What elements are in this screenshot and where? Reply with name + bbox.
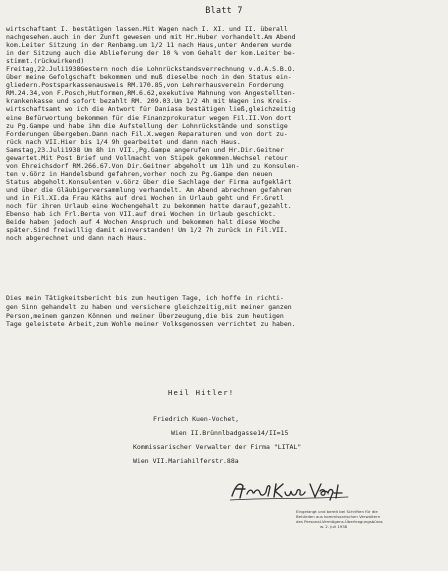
text-line: Tage geleistete Arbeit,zum Wohle meiner Volksgenossen verrichtet zu haben. [6,320,296,329]
company-address: Wien VII.Mariahilferstr.88a [133,457,239,465]
text-line: RM.24.34,von F.Posch,Hutformen,RM.6.62,exekutive Mahnung von Angestellten- [6,89,296,98]
text-line: stimmt.(rückwirkend) [6,57,85,66]
text-line: von Ehreichsdorf RM.266.67.Von Dir.Geitner abgeholt um 11h und zu Konsulen- [6,161,300,170]
text-line: Person,meinem ganzen Können und meiner Überzeugung,die bis zum heutigen [6,311,284,320]
text-line: Ebenso hab ich Frl.Berta von VII.auf drei Wochen in Urlaub geschickt. [6,210,277,219]
text-line: Beide haben jedoch auf 4 Wochen Anspruch und bekommen halt diese Woche [6,218,280,227]
stamp-date: w. 2. Juli 1938 [320,524,348,530]
text-line: noch abgerechnet und dann nach Haus. [6,234,147,243]
signer-address: Wien II.Brünnlbadgasse14/II=15 [171,429,289,437]
text-line: zu Pg.Gampe und habe ihm die Aufstellung der Lohnrückstände und sonstige [6,121,288,130]
text-line: kom.Leiter Sitzung in der Renbamg.um 1/2 11 nach Haus,unter Anderem wurde [6,41,292,50]
report-paragraph-2 [6,294,442,329]
text-line: in der Sitzung auch die Ablieferung der 10 % vom Gehalt der kom.Leiter be- [6,49,296,58]
text-line: Dies mein Tätigkeitsbericht bis zum heutigen Tage, ich hoffe in richti- [6,294,284,302]
text-line: gewartet.Mit Post Brief und Vollmacht von Stipek gekommen.Wechsel retour [6,153,288,162]
text-line: ten v.Görz in Handelsbund gefahren,vorher noch zu Pg.Gampe den neuen [6,169,273,178]
handwritten-signature [230,478,350,502]
text-line: gliedern.Postsparkassenausweis RM.170.85,von Lehrerhausverein Forderung [6,81,284,90]
text-line: noch für ihren Urlaub eine Wochengehalt zu bekommen hatte darauf,gezahlt. [6,202,292,211]
text-line: Status abgeholt.Konsulenten v.Görz über die Sachlage der Firma aufgeklärt [6,177,292,186]
text-line: rück nach VII.Hier bis 1/4 9h gearbeitet und dann nach Haus. [6,137,241,146]
stamp-line: Eingelangt und bereit bei Schriften für die [296,509,378,514]
text-line: gen Sinn gehandelt zu haben und versichere gleichzeitig,mit meiner ganzen [6,302,292,311]
signature-block [133,412,433,468]
signer-title: Kommissarischer Verwalter der Firma "LITAL" [133,443,302,451]
page-number-header: Blatt 7 [205,5,243,15]
text-line: über meine Gefolgschaft bekommen und muß dieselbe noch in den Status ein- [6,73,292,82]
text-line: wirtschaftamt I. bestätigen lassen.Mit Wagen nach I. XI. und II. überall [6,25,288,33]
text-line: später.Sind freiwillig damit einverstanden! Um 1/2 7h zurück in Fil.VII. [6,226,288,235]
text-line: wirtschaftsamt wo ich die Antwort für Daniasa bestätigen ließ,gleichzeitig [6,105,296,114]
stamp-line: des Personal-Vermögens-Übertragungsbüros [296,519,383,525]
stamp-line: Behörden aus kommissarischen Verwaltern [296,514,381,520]
text-line: und in Fil.XI.da Frau Käths auf drei Wochen in Urlaub geht und Fr.Gretl [6,193,284,202]
text-line: eine Befürwortung bekommen für die Finanzprokuratur wegen Fil.II.Von dort [6,113,292,122]
closing-greeting: Heil Hitler! [168,388,235,397]
text-line: und über die Gläubigerversammlung verhandelt. Am Abend abrechnen gefahren [6,185,292,194]
signer-name: Friedrich Kuen-Vochet, [153,415,240,423]
report-paragraph-1 [6,25,442,242]
text-line: Forderungen übergeben.Dann nach Fil.X.wegen Reparaturen und von dort zu- [6,129,288,138]
text-line: krankenkasse und sofort bezahlt RM. 209.03.Um 1/2 4h mit Wagen ins Kreis- [6,97,292,106]
text-line: nachgesehen.auch in der Zunft gewesen und mit Hr.Huber vorhandelt.Am Abend [6,33,296,42]
receipt-stamp [296,509,436,529]
date-entry-line: Freitag,22.Juli1938Gestern noch die Lohnrückstandsverrechnung v.d.A.S.B.O. [6,65,296,74]
date-entry-line: Samstag,23.Juli1938 Um 8h in VII.,Pg.Gampe angerufen und Hr.Dir.Geitner [6,145,284,154]
